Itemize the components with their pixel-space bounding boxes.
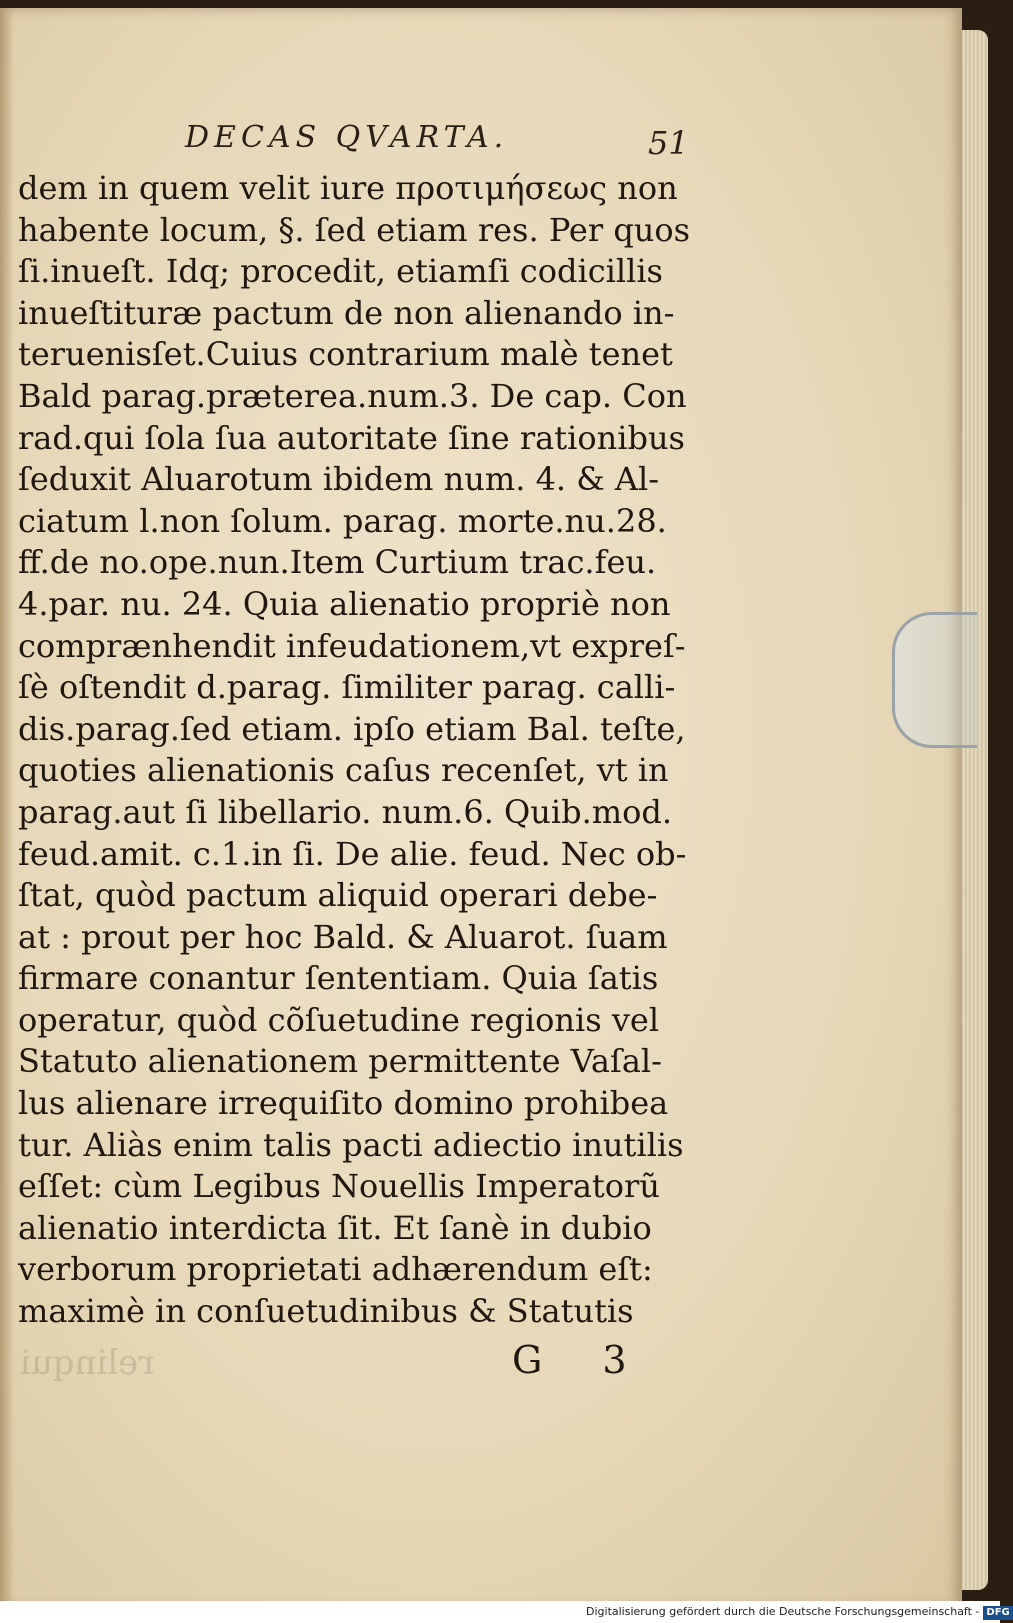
- text-line: firmare conantur ſententiam. Quia ſatis: [18, 959, 659, 998]
- text-line: lus alienare irrequiſito domino prohibea: [18, 1084, 669, 1123]
- text-line: eſſet: cùm Legibus Nouellis Imperatorũ: [18, 1167, 660, 1206]
- footer-band: [0, 1601, 586, 1623]
- digitization-footer: [586, 1601, 1010, 1623]
- text-line: ſtat, quòd pactum aliquid operari debe-: [18, 876, 658, 915]
- text-line: at : prout per hoc Bald. & Aluarot. ſuam: [18, 917, 668, 956]
- text-line: alienatio interdicta ſit. Et ſanè in dubio: [18, 1208, 652, 1247]
- text-line: parag.aut ſi libellario. num.6. Quib.mod.: [18, 792, 673, 831]
- text-line: verborum proprietati adhærendum eſt:: [18, 1250, 653, 1289]
- text-line: operatur, quòd cõſuetudine regionis vel: [18, 1000, 660, 1039]
- text-line: 4.par. nu. 24. Quia alienatio propriè non: [18, 584, 671, 623]
- text-line: dem in quem velit iure προτιμήσεως non: [18, 169, 678, 207]
- text-line: maximè in conſuetudinibus & Statutis: [18, 1292, 634, 1331]
- text-line: quoties alienationis caſus recenſet, vt in: [18, 751, 669, 790]
- text-line: ſi.inueſt. Idq; procedit, etiamſi codicillis: [18, 252, 663, 291]
- text-line: Statuto alienationem permittente Vaſal-: [18, 1042, 662, 1081]
- signature-mark: G 3: [512, 1338, 651, 1382]
- page-gutter-shadow: [0, 8, 14, 1608]
- text-line: feud.amit. c.1.in ſi. De alie. feud. Nec ob-: [18, 834, 687, 873]
- bleed-through-text: relinqui: [20, 1343, 155, 1383]
- text-line: dis.parag.ſed etiam. ipſo etiam Bal. teſte,: [18, 709, 686, 748]
- text-line: Bald parag.præterea.num.3. De cap. Con: [18, 376, 687, 415]
- body-text: [18, 168, 698, 1333]
- page-clip: [892, 612, 977, 748]
- dfg-logo: DFG: [983, 1606, 1012, 1620]
- text-line: ciatum l.non ſolum. parag. morte.nu.28.: [18, 501, 667, 540]
- text-line: tur. Aliàs enim talis pacti adiectio inutilis: [18, 1125, 684, 1164]
- text-line: habente locum, §. ſed etiam res. Per quos: [18, 210, 691, 249]
- page-number: 51: [648, 124, 689, 162]
- text-line: inueſtituræ pactum de non alienando in-: [18, 293, 675, 332]
- text-line: rad.qui ſola ſua autoritate ſine rationibus: [18, 418, 685, 457]
- book-page: [0, 8, 962, 1608]
- text-line: ſè oſtendit d.parag. ſimiliter parag. calli-: [18, 668, 676, 707]
- text-line: comprænhendit infeudationem,vt expreſ-: [18, 626, 686, 665]
- text-line: ff.de no.ope.nun.Item Curtium trac.feu.: [18, 543, 657, 582]
- running-head: DECAS QVARTA.: [185, 120, 509, 155]
- text-line: teruenisſet.Cuius contrarium malè tenet: [18, 335, 673, 374]
- footer-credit: Digitalisierung gefördert durch die Deutsche Forschungsgemeinschaft -: [586, 1605, 980, 1618]
- text-line: ſeduxit Aluarotum ibidem num. 4. & Al-: [18, 460, 660, 499]
